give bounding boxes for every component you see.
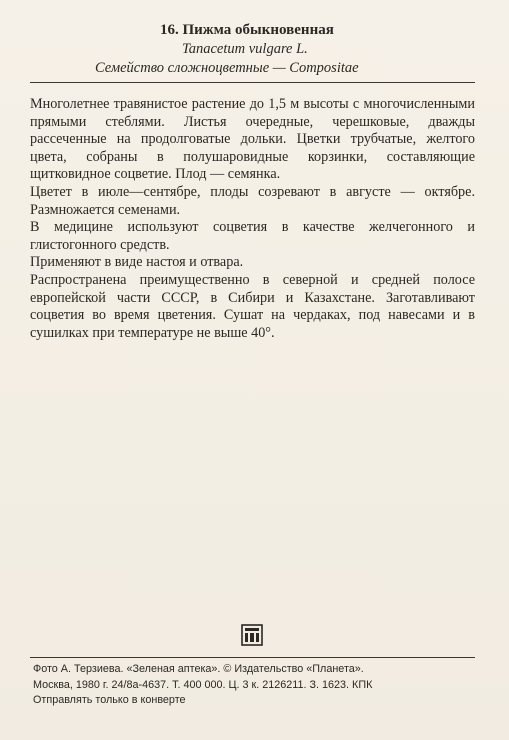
publisher-emblem-icon xyxy=(241,624,263,646)
paragraph-usage: Применяют в виде настоя и отвара. xyxy=(30,254,244,271)
latin-name: Tanacetum vulgare L. xyxy=(182,41,308,57)
paragraph-flowering: Цветет в июле—сентябре, плоды созревают в августе — октябре. Размножается семенами. xyxy=(30,183,475,218)
imprint xyxy=(33,662,473,709)
paragraph-distribution: Распространена преимущественно в северной и средней полосе европейской части СССР, в Сибири и Казахстане. Заготавливают соцветия во время цветения. Сушат на чердаках, под навесами и в сушилках при температуре не выше 40°. xyxy=(30,271,475,341)
imprint-mailing-note: Отправлять только в конверте xyxy=(33,694,186,706)
page-title: 16. Пижма обыкновенная xyxy=(160,22,334,38)
imprint-publication: Москва, 1980 г. 24/8а-4637. Т. 400 000. Ц. 3 к. 2126211. З. 1623. КПК xyxy=(33,678,373,691)
imprint-credits: Фото А. Терзиева. «Зеленая аптека». © Издательство «Планета». xyxy=(33,663,364,675)
top-divider xyxy=(30,82,475,83)
paragraph-description: Многолетнее травянистое растение до 1,5 м высоты с многочисленными прямыми стеблями. Листья очередные, черешковые, дважды рассеченные на продолговатые дольки. Цветки трубчатые, желтого цвета, собраны в полушаровидные корзинки, составляющие щитковидное соцветие. Плод — семянка. xyxy=(30,96,475,183)
bottom-divider xyxy=(30,657,475,658)
description-text xyxy=(30,96,475,342)
paragraph-medicine: В медицине используют соцветия в качестве желчегонного и глистогонного средств. xyxy=(30,219,475,253)
family-name: Семейство сложноцветные — Compositae xyxy=(95,60,359,76)
